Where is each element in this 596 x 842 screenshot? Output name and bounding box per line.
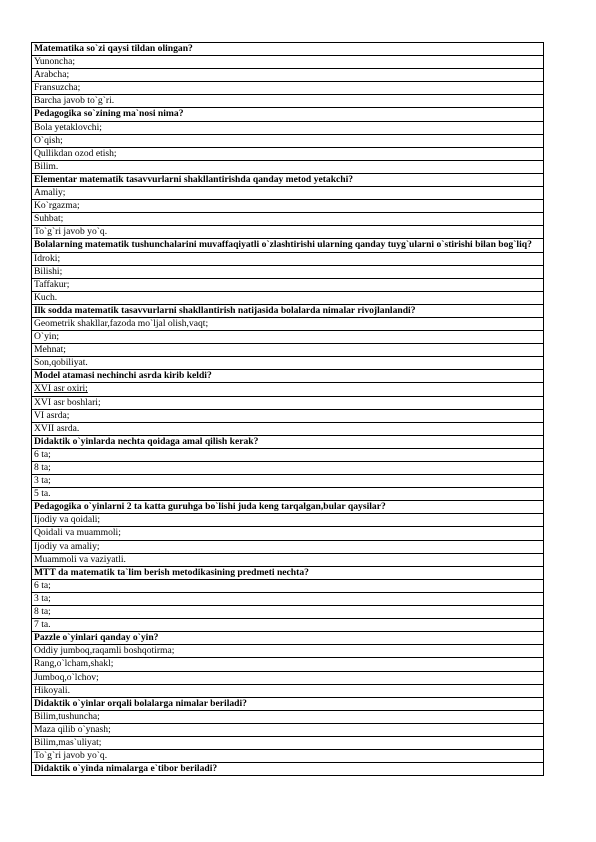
- answer-option-text: 8 ta;: [32, 462, 544, 475]
- answer-row: [32, 331, 544, 344]
- answer-row: [32, 95, 544, 108]
- document-page: [31, 42, 544, 776]
- question-row: [32, 108, 544, 121]
- question-text: Pedagogika o`yinlarni 2 ta katta guruhga bo`lishi juda keng tarqalgan,bular qaysilar?: [32, 501, 544, 514]
- answer-row: [32, 527, 544, 540]
- question-text: Didaktik o`yinlarda nechta qoidaga amal qilish kerak?: [32, 435, 544, 448]
- answer-option-text: XVII asrda.: [32, 422, 544, 435]
- question-text: Matematika so`zi qaysi tildan olingan?: [32, 43, 544, 56]
- answer-option-text: Bilim,mas`uliyat;: [32, 736, 544, 749]
- answer-option-text: Muammoli va vaziyatli.: [32, 553, 544, 566]
- answer-row: [32, 658, 544, 671]
- answer-row: [32, 69, 544, 82]
- answer-option-text: Taffakur;: [32, 278, 544, 291]
- question-text: Elementar matematik tasavvurlarni shakllantirishda qanday metod yetakchi?: [32, 173, 544, 186]
- answer-row: [32, 462, 544, 475]
- answer-row: [32, 540, 544, 553]
- answer-row: [32, 252, 544, 265]
- answer-row: [32, 357, 544, 370]
- question-row: [32, 43, 544, 56]
- answer-option-text: Bilim,tushuncha;: [32, 710, 544, 723]
- answer-option-text: Idroki;: [32, 252, 544, 265]
- answer-row: [32, 160, 544, 173]
- answer-option-text: 8 ta;: [32, 606, 544, 619]
- question-row: [32, 566, 544, 579]
- answer-option-text: Yunoncha;: [32, 56, 544, 69]
- question-text: Pazzle o`yinlari qanday o`yin?: [32, 632, 544, 645]
- answer-option-text: 6 ta;: [32, 448, 544, 461]
- answer-row: [32, 291, 544, 304]
- answer-option-text: O`yin;: [32, 331, 544, 344]
- answer-option-text: Kuch.: [32, 291, 544, 304]
- question-row: [32, 370, 544, 383]
- answer-row: [32, 736, 544, 749]
- answer-row: [32, 710, 544, 723]
- answer-row: [32, 619, 544, 632]
- answer-row: [32, 344, 544, 357]
- answer-row: [32, 448, 544, 461]
- answer-option-text: 3 ta;: [32, 592, 544, 605]
- answer-option-text: XVI asr boshlari;: [32, 396, 544, 409]
- answer-row: [32, 265, 544, 278]
- answer-option-text: Bilishi;: [32, 265, 544, 278]
- answer-row: [32, 514, 544, 527]
- answer-option-text: 5 ta.: [32, 488, 544, 501]
- question-text: Bolalarning matematik tushunchalarini muvaffaqiyatli o`zlashtirishi ularning qanday tuyg`ularni o`stirishi bilan bog`liq?: [32, 239, 544, 252]
- answer-row: [32, 645, 544, 658]
- answer-option-text: Rang,o`lcham,shakl;: [32, 658, 544, 671]
- answer-option-text: 3 ta;: [32, 475, 544, 488]
- answer-row: [32, 422, 544, 435]
- question-row: [32, 763, 544, 776]
- answer-row: [32, 409, 544, 422]
- answer-option-text: Son,qobiliyat.: [32, 357, 544, 370]
- answer-row: [32, 56, 544, 69]
- question-row: [32, 173, 544, 186]
- answer-option-text: Bola yetaklovchi;: [32, 121, 544, 134]
- answer-option-text: Maza qilib o`ynash;: [32, 723, 544, 736]
- question-text: Ilk sodda matematik tasavvurlarni shakllantirish natijasida bolalarda nimalar rivojlanlandi?: [32, 304, 544, 317]
- quiz-table-body: [32, 43, 544, 776]
- answer-option-text: Mehnat;: [32, 344, 544, 357]
- answer-option-text: 6 ta;: [32, 579, 544, 592]
- answer-row: [32, 200, 544, 213]
- answer-row: [32, 317, 544, 330]
- question-row: [32, 697, 544, 710]
- answer-option-text: Arabcha;: [32, 69, 544, 82]
- answer-row: [32, 475, 544, 488]
- answer-option-text: Geometrik shakllar,fazoda mo`ljal olish,vaqt;: [32, 317, 544, 330]
- question-text: MTT da matematik ta`lim berish metodikasining predmeti nechta?: [32, 566, 544, 579]
- answer-option-text: XVI asr oxiri;: [32, 383, 544, 396]
- answer-option-text: Ko`rgazma;: [32, 200, 544, 213]
- answer-option-text: Barcha javob to`g`ri.: [32, 95, 544, 108]
- question-text: Didaktik o`yinlar orqali bolalarga nimalar beriladi?: [32, 697, 544, 710]
- answer-row: [32, 684, 544, 697]
- question-row: [32, 304, 544, 317]
- answer-row: [32, 723, 544, 736]
- answer-row: [32, 606, 544, 619]
- question-text: Didaktik o`yinda nimalarga e`tibor beriladi?: [32, 763, 544, 776]
- question-row: [32, 239, 544, 252]
- answer-option-text: Ijodiy va amaliy;: [32, 540, 544, 553]
- question-text: Model atamasi nechinchi asrda kirib keldi?: [32, 370, 544, 383]
- question-row: [32, 501, 544, 514]
- question-row: [32, 632, 544, 645]
- question-row: [32, 435, 544, 448]
- answer-row: [32, 592, 544, 605]
- answer-row: [32, 396, 544, 409]
- answer-option-text: Suhbat;: [32, 213, 544, 226]
- answer-row: [32, 134, 544, 147]
- answer-row: [32, 121, 544, 134]
- answer-option-text: Qoidali va muammoli;: [32, 527, 544, 540]
- answer-option-text: Oddiy jumboq,raqamli boshqotirma;: [32, 645, 544, 658]
- answer-option-text: VI asrda;: [32, 409, 544, 422]
- answer-option-text: Bilim.: [32, 160, 544, 173]
- question-text: Pedagogika so`zining ma`nosi nima?: [32, 108, 544, 121]
- answer-option-text: Jumboq,o`lchov;: [32, 671, 544, 684]
- answer-option-text: Amaliy;: [32, 187, 544, 200]
- answer-row: [32, 750, 544, 763]
- answer-option-text: Hikoyali.: [32, 684, 544, 697]
- answer-row: [32, 213, 544, 226]
- answer-row: [32, 671, 544, 684]
- answer-option-text: 7 ta.: [32, 619, 544, 632]
- answer-row: [32, 278, 544, 291]
- answer-option-text: To`g`ri javob yo`q.: [32, 226, 544, 239]
- answer-option-text: Qullikdan ozod etish;: [32, 147, 544, 160]
- answer-row: [32, 82, 544, 95]
- answer-row: [32, 226, 544, 239]
- answer-row: [32, 488, 544, 501]
- answer-option-text: Fransuzcha;: [32, 82, 544, 95]
- quiz-table: [31, 42, 544, 776]
- answer-row: [32, 147, 544, 160]
- answer-row: [32, 579, 544, 592]
- answer-option-text: To`g`ri javob yo`q.: [32, 750, 544, 763]
- answer-row: [32, 553, 544, 566]
- answer-option-text: Ijodiy va qoidali;: [32, 514, 544, 527]
- answer-option-text: O`qish;: [32, 134, 544, 147]
- answer-row: [32, 383, 544, 396]
- answer-row: [32, 187, 544, 200]
